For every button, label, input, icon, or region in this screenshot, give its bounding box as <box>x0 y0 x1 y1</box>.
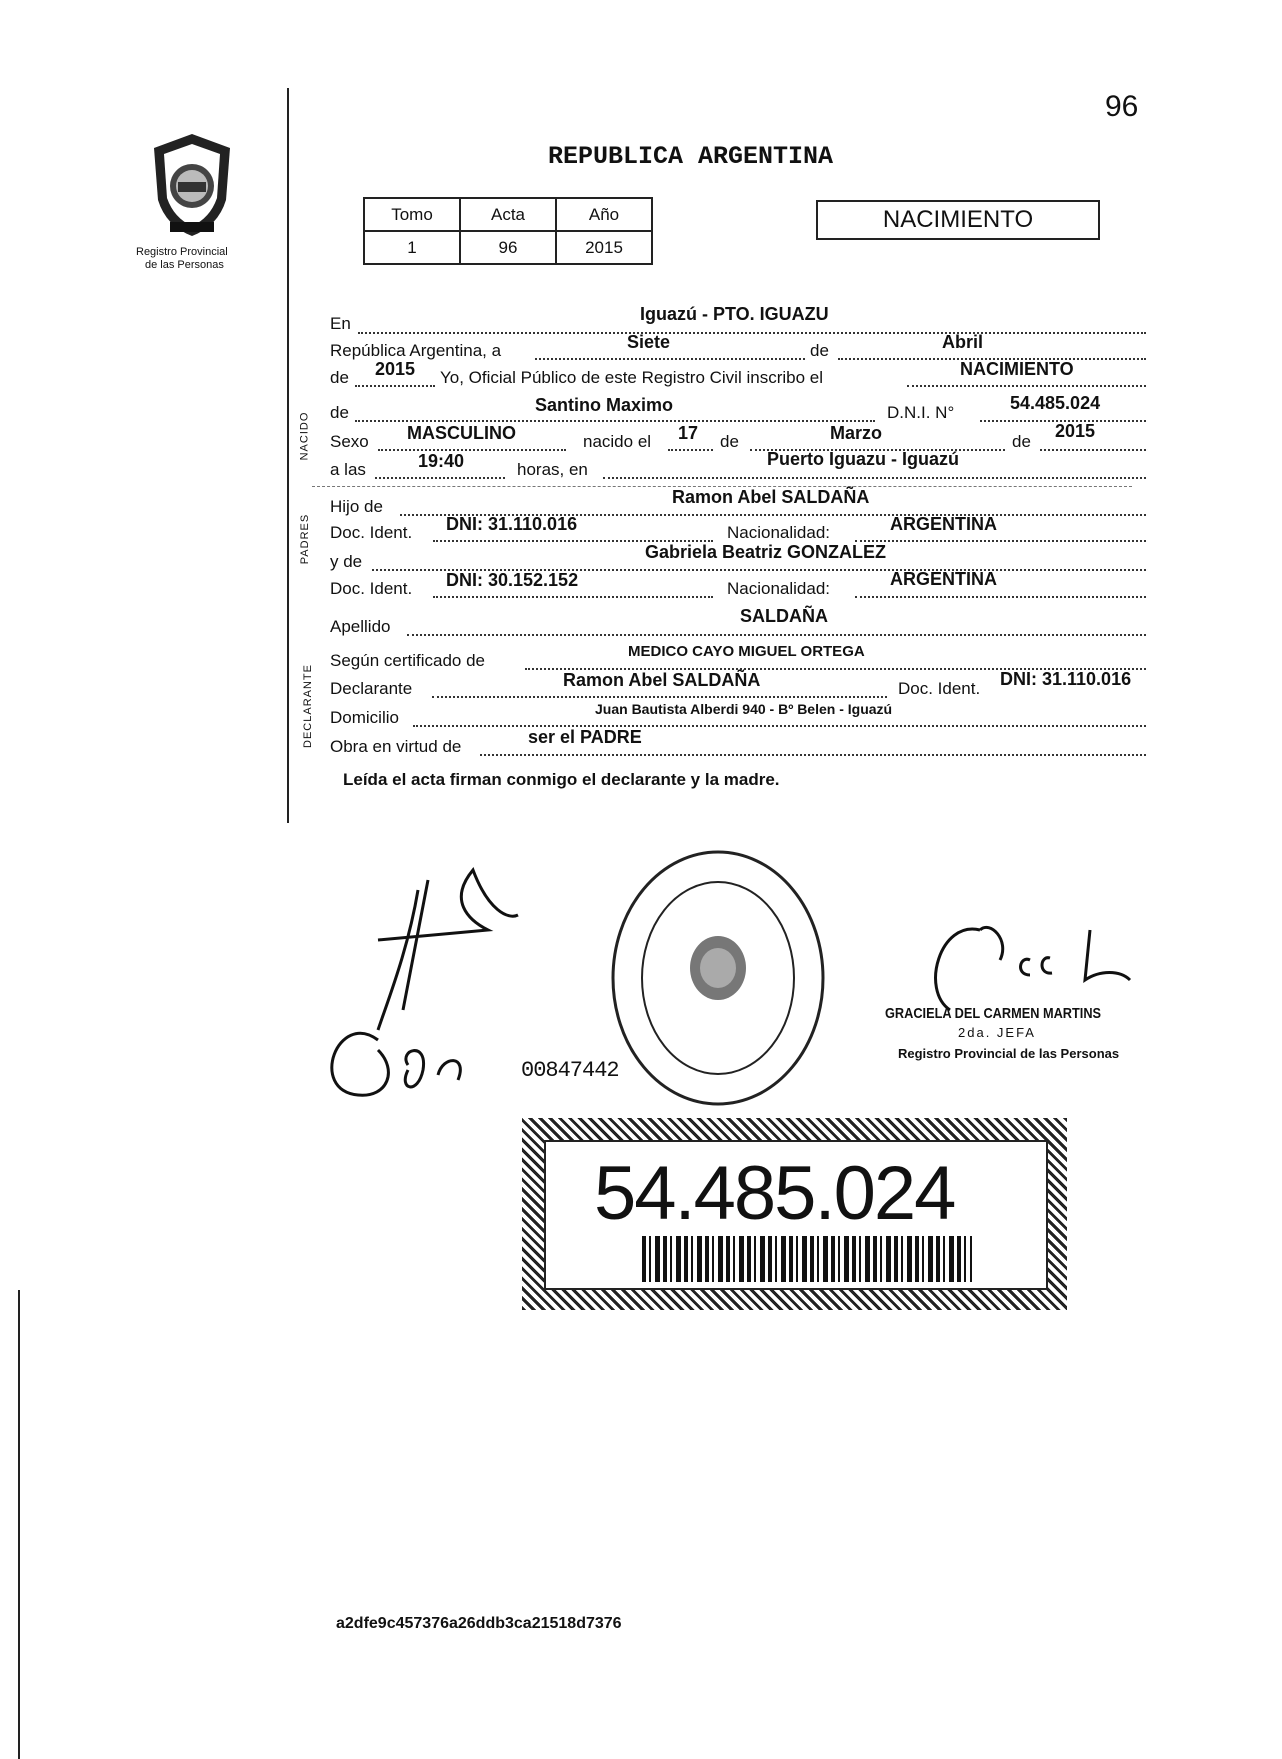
barcode-bars <box>642 1236 972 1282</box>
value-declarante-doc: DNI: 31.110.016 <box>1000 669 1132 689</box>
barcode-number: 54.485.024 <box>594 1151 955 1236</box>
label-horas-en: horas, en <box>517 460 588 479</box>
label-nacionalidad2: Nacionalidad: <box>727 579 831 598</box>
label-apellido: Apellido <box>330 617 391 636</box>
value-declarante: Ramon Abel SALDAÑA <box>563 670 761 690</box>
value-lugar: Iguazú - PTO. IGUAZU <box>640 304 829 324</box>
hash-code: a2dfe9c457376a26ddb3ca21518d7376 <box>336 1615 622 1632</box>
value-mes-nac: Marzo <box>830 423 883 443</box>
label-hijo-de: Hijo de <box>330 497 383 516</box>
official-seal <box>608 848 828 1113</box>
header-title: REPUBLICA ARGENTINA <box>548 142 834 171</box>
value-hora: 19:40 <box>418 451 465 471</box>
tomo-table <box>363 197 653 265</box>
anio-value: 2015 <box>556 231 652 264</box>
label-sexo: Sexo <box>330 432 369 451</box>
dotted-line <box>855 540 1146 542</box>
dotted-line <box>480 754 1146 756</box>
section-label-nacido: NACIDO <box>298 411 311 461</box>
dotted-line <box>375 477 505 479</box>
label-de-name: de <box>330 403 349 422</box>
declarant-signature <box>318 860 548 1105</box>
value-madre: Gabriela Beatriz GONZALEZ <box>645 542 887 562</box>
value-padre-doc: DNI: 31.110.016 <box>446 514 578 534</box>
label-a-las: a las <box>330 460 366 479</box>
value-lugar-nac: Puerto Iguazu - Iguazú <box>767 449 959 469</box>
officer-name: GRACIELA DEL CARMEN MARTINS <box>885 1005 1102 1022</box>
section-label-padres: PADRES <box>299 513 312 565</box>
value-anio: 2015 <box>375 359 416 379</box>
label-y-de: y de <box>330 552 363 571</box>
acta-header: Acta <box>460 198 556 231</box>
barcode-block <box>522 1118 1067 1310</box>
label-doc-ident2: Doc. Ident. <box>330 579 413 598</box>
dotted-line <box>855 596 1146 598</box>
label-de-year: de <box>330 368 349 387</box>
dotted-line <box>358 332 1146 334</box>
value-nombre: Santino Maximo <box>535 395 674 415</box>
dotted-line <box>535 358 805 360</box>
value-mes: Abril <box>942 332 984 352</box>
dotted-line <box>355 385 435 387</box>
label-nacido-el: nacido el <box>583 432 652 451</box>
officer-title: 2da. JEFA <box>958 1025 1036 1040</box>
value-dni: 54.485.024 <box>1010 393 1101 413</box>
section-label-declarante: DECLARANTE <box>301 664 314 748</box>
label-dni: D.N.I. N° <box>887 403 955 422</box>
anio-header: Año <box>556 198 652 231</box>
dotted-line <box>433 596 713 598</box>
value-dia-nac: 17 <box>678 423 699 443</box>
label-nacionalidad: Nacionalidad: <box>727 523 831 542</box>
serial-stamp: 00847442 <box>521 1058 619 1083</box>
value-padre-nac: ARGENTINA <box>890 514 997 534</box>
left-edge-line <box>18 1290 20 1759</box>
value-dia: Siete <box>627 332 671 352</box>
dotted-line <box>668 449 713 451</box>
value-sexo: MASCULINO <box>407 423 516 443</box>
value-acto: NACIMIENTO <box>960 359 1074 379</box>
dotted-line <box>1040 449 1146 451</box>
label-de2: de <box>720 432 739 451</box>
label-declarante: Declarante <box>330 679 413 698</box>
label-obra: Obra en virtud de <box>330 737 462 756</box>
label-domicilio: Domicilio <box>330 708 399 727</box>
acta-value: 96 <box>460 231 556 264</box>
dotted-line <box>907 385 1146 387</box>
dotted-line <box>413 725 1146 727</box>
label-de: de <box>810 341 829 360</box>
dotted-line <box>355 420 875 422</box>
label-republica: República Argentina, a <box>330 341 502 360</box>
closing-text: Leída el acta firman conmigo el declarante y la madre. <box>343 770 780 789</box>
value-madre-nac: ARGENTINA <box>890 569 997 589</box>
value-madre-doc: DNI: 30.152.152 <box>446 570 579 590</box>
record-type-box: NACIMIENTO <box>816 200 1100 240</box>
label-de3: de <box>1012 432 1031 451</box>
value-anio-nac: 2015 <box>1055 421 1096 441</box>
value-domicilio: Juan Bautista Alberdi 940 - Bº Belen - Iguazú <box>595 701 893 717</box>
value-padre: Ramon Abel SALDAÑA <box>672 487 870 507</box>
margin-line <box>287 88 289 823</box>
barcode-panel <box>544 1140 1048 1290</box>
label-segun: Según certificado de <box>330 651 485 670</box>
tomo-header: Tomo <box>364 198 460 231</box>
value-apellido: SALDAÑA <box>740 606 828 626</box>
registry-caption-2: de las Personas <box>145 259 224 271</box>
officer-office: Registro Provincial de las Personas <box>898 1046 1120 1061</box>
page-number: 96 <box>1105 90 1139 123</box>
label-en: En <box>330 314 351 333</box>
value-certificado: MEDICO CAYO MIGUEL ORTEGA <box>628 643 865 660</box>
tomo-value: 1 <box>364 231 460 264</box>
value-obra: ser el PADRE <box>528 727 642 747</box>
dotted-line <box>603 477 1146 479</box>
label-doc-ident3: Doc. Ident. <box>898 679 981 698</box>
label-doc-ident: Doc. Ident. <box>330 523 413 542</box>
dotted-line <box>378 449 566 451</box>
registry-logo <box>148 130 236 240</box>
dotted-line <box>432 696 887 698</box>
dotted-line <box>407 634 1146 636</box>
registry-caption-1: Registro Provincial <box>136 246 228 258</box>
label-yo-text: Yo, Oficial Público de este Registro Civil inscribo el <box>440 368 823 387</box>
